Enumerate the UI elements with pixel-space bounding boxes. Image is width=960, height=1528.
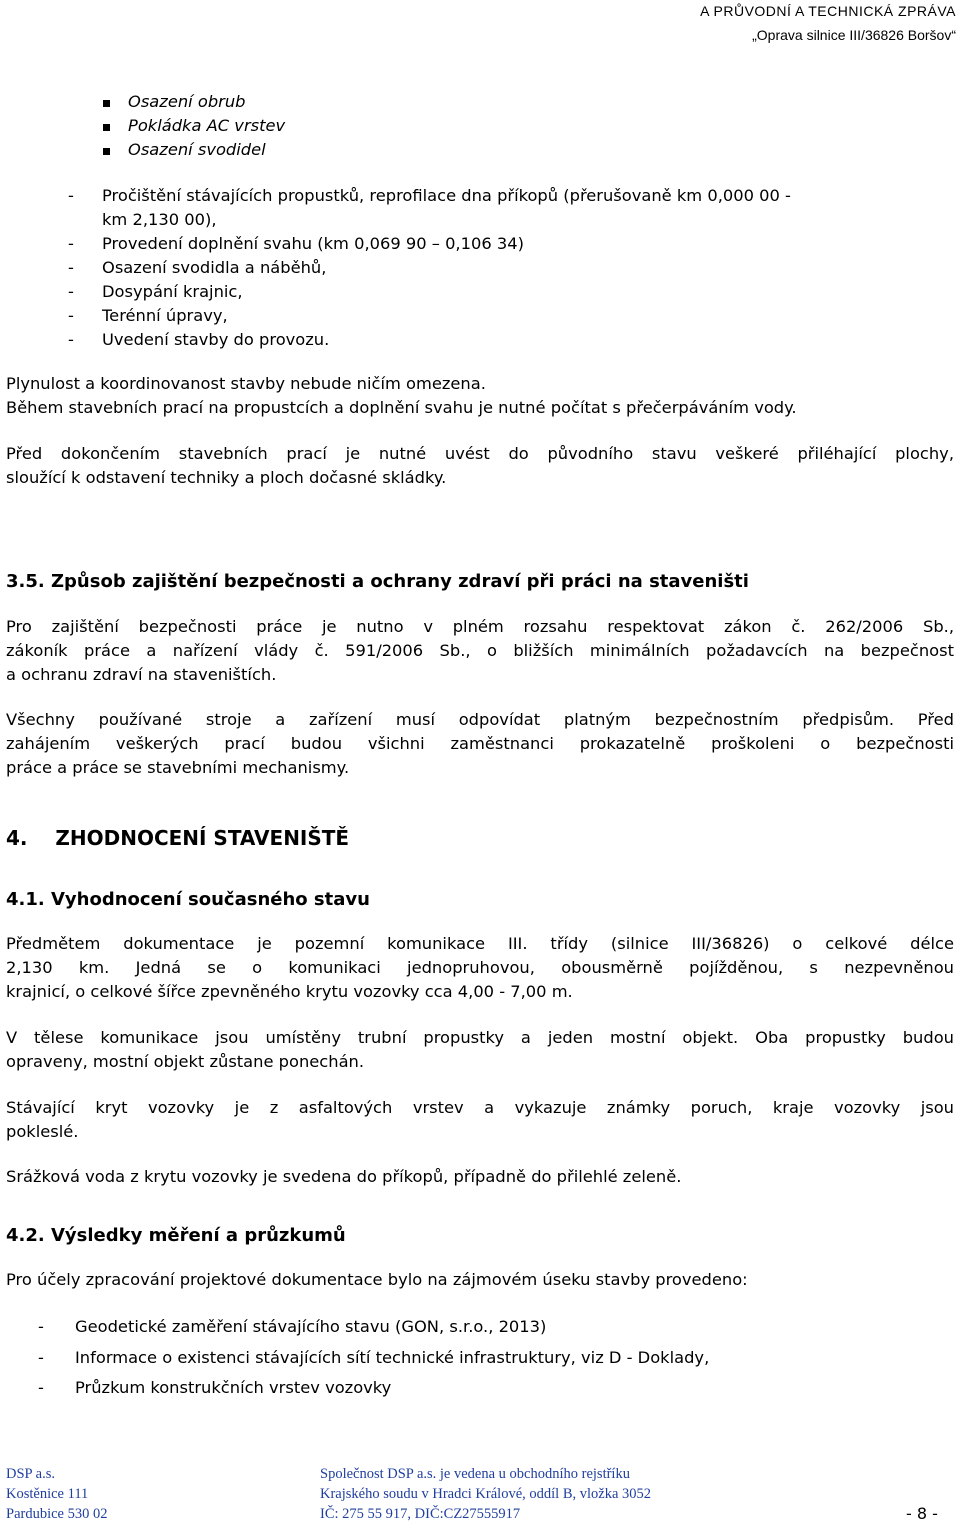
dash-item: Terénní úpravy,: [102, 306, 228, 325]
dash-marker: -: [68, 234, 74, 253]
paragraph-line: Stávající kryt vozovky je z asfaltových vrstev a vykazuje známky poruch, kraje vozovky jsou: [6, 1098, 954, 1117]
paragraph-line: V tělese komunikace jsou umístěny trubní propustky a jeden mostní objekt. Oba propustky budou: [6, 1028, 954, 1047]
dash-marker: -: [38, 1348, 44, 1367]
bullet-square-icon: [103, 148, 110, 155]
dash-marker: -: [68, 282, 74, 301]
paragraph-line: zákoník práce a nařízení vlády č. 591/2006 Sb., o bližších minimálních požadavcích na bezpečnost: [6, 641, 954, 660]
section-heading-4-2: 4.2. Výsledky měření a průzkumů: [6, 1225, 346, 1246]
paragraph-line: Předmětem dokumentace je pozemní komunikace III. třídy (silnice III/36826) o celkové délce: [6, 934, 954, 953]
section-heading-3-5: 3.5. Způsob zajištění bezpečnosti a ochrany zdraví při práci na staveništi: [6, 571, 749, 592]
bullet-item: Osazení svodidel: [128, 140, 266, 159]
paragraph-line: Během stavebních prací na propustcích a doplnění svahu je nutné počítat s přečerpáváním vody.: [6, 398, 797, 417]
paragraph-line: Před dokončením stavebních prací je nutné uvést do původního stavu veškeré přiléhající plochy,: [6, 444, 954, 463]
footer-registry-line1: Společnost DSP a.s. je vedena u obchodního rejstříku: [320, 1466, 630, 1482]
paragraph-line: krajnicí, o celkové šířce zpevněného krytu vozovky cca 4,00 - 7,00 m.: [6, 982, 573, 1001]
paragraph-line: a ochranu zdraví na staveništích.: [6, 665, 277, 684]
bullet-item: Osazení obrub: [128, 92, 246, 111]
dash-item: Osazení svodidla a náběhů,: [102, 258, 327, 277]
paragraph-line: Srážková voda z krytu vozovky je svedena do příkopů, případně do přilehlé zeleně.: [6, 1167, 682, 1186]
bullet-square-icon: [103, 124, 110, 131]
dash-marker: -: [68, 306, 74, 325]
footer-ids: IČ: 275 55 917, DIČ:CZ27555917: [320, 1506, 521, 1522]
footer-street: Kostěnice 111: [6, 1486, 89, 1502]
list-item: Informace o existenci stávajících sítí technické infrastruktury, viz D - Doklady,: [75, 1348, 710, 1367]
paragraph-line: sloužící k odstavení techniky a ploch dočasné skládky.: [6, 468, 447, 487]
paragraph-line: práce a práce se stavebními mechanismy.: [6, 758, 350, 777]
footer-company: DSP a.s.: [6, 1466, 56, 1482]
dash-item: Dosypání krajnic,: [102, 282, 243, 301]
dash-item: Uvedení stavby do provozu.: [102, 330, 330, 349]
dash-item: Provedení doplnění svahu (km 0,069 90 – 0,106 34): [102, 234, 524, 253]
dash-marker: -: [68, 330, 74, 349]
footer-city: Pardubice 530 02: [6, 1506, 108, 1522]
list-item: Průzkum konstrukčních vrstev vozovky: [75, 1378, 392, 1397]
bullet-square-icon: [103, 100, 110, 107]
paragraph-line: 2,130 km. Jedná se o komunikaci jednopruhovou, obousměrně pojížděnou, s nezpevněnou: [6, 958, 954, 977]
chapter-heading-4: 4. ZHODNOCENÍ STAVENIŠTĚ: [6, 826, 350, 850]
page-number: - 8 -: [906, 1504, 938, 1523]
dash-item-continuation: km 2,130 00),: [102, 210, 217, 229]
dash-marker: -: [68, 186, 74, 205]
paragraph-line: zahájením veškerých prací budou všichni zaměstnanci prokazatelně proškoleni o bezpečnosti: [6, 734, 954, 753]
paragraph-line: Pro zajištění bezpečnosti práce je nutno v plném rozsahu respektovat zákon č. 262/2006 Sb.,: [6, 617, 954, 636]
paragraph-line: Všechny používané stroje a zařízení musí odpovídat platným bezpečnostním předpisům. Před: [6, 710, 954, 729]
dash-marker: -: [38, 1378, 44, 1397]
dash-marker: -: [38, 1317, 44, 1336]
paragraph-line: Plynulost a koordinovanost stavby nebude ničím omezena.: [6, 374, 486, 393]
dash-item: Pročištění stávajících propustků, reprofilace dna příkopů (přerušovaně km 0,000 00 -: [102, 186, 791, 205]
paragraph-line: opraveny, mostní objekt zůstane ponechán.: [6, 1052, 365, 1071]
section-heading-4-1: 4.1. Vyhodnocení současného stavu: [6, 889, 370, 910]
list-item: Geodetické zaměření stávajícího stavu (GON, s.r.o., 2013): [75, 1317, 547, 1336]
paragraph-line: Pro účely zpracování projektové dokumentace bylo na zájmovém úseku stavby provedeno:: [6, 1270, 748, 1289]
bullet-item: Pokládka AC vrstev: [128, 116, 286, 135]
footer-registry-line2: Krajského soudu v Hradci Králové, oddíl B, vložka 3052: [320, 1486, 652, 1502]
header-doc-type: A PRŮVODNÍ A TECHNICKÁ ZPRÁVA: [700, 3, 956, 19]
dash-marker: -: [68, 258, 74, 277]
header-project-name: „Oprava silnice III/36826 Boršov“: [752, 27, 956, 43]
paragraph-line: pokleslé.: [6, 1122, 79, 1141]
